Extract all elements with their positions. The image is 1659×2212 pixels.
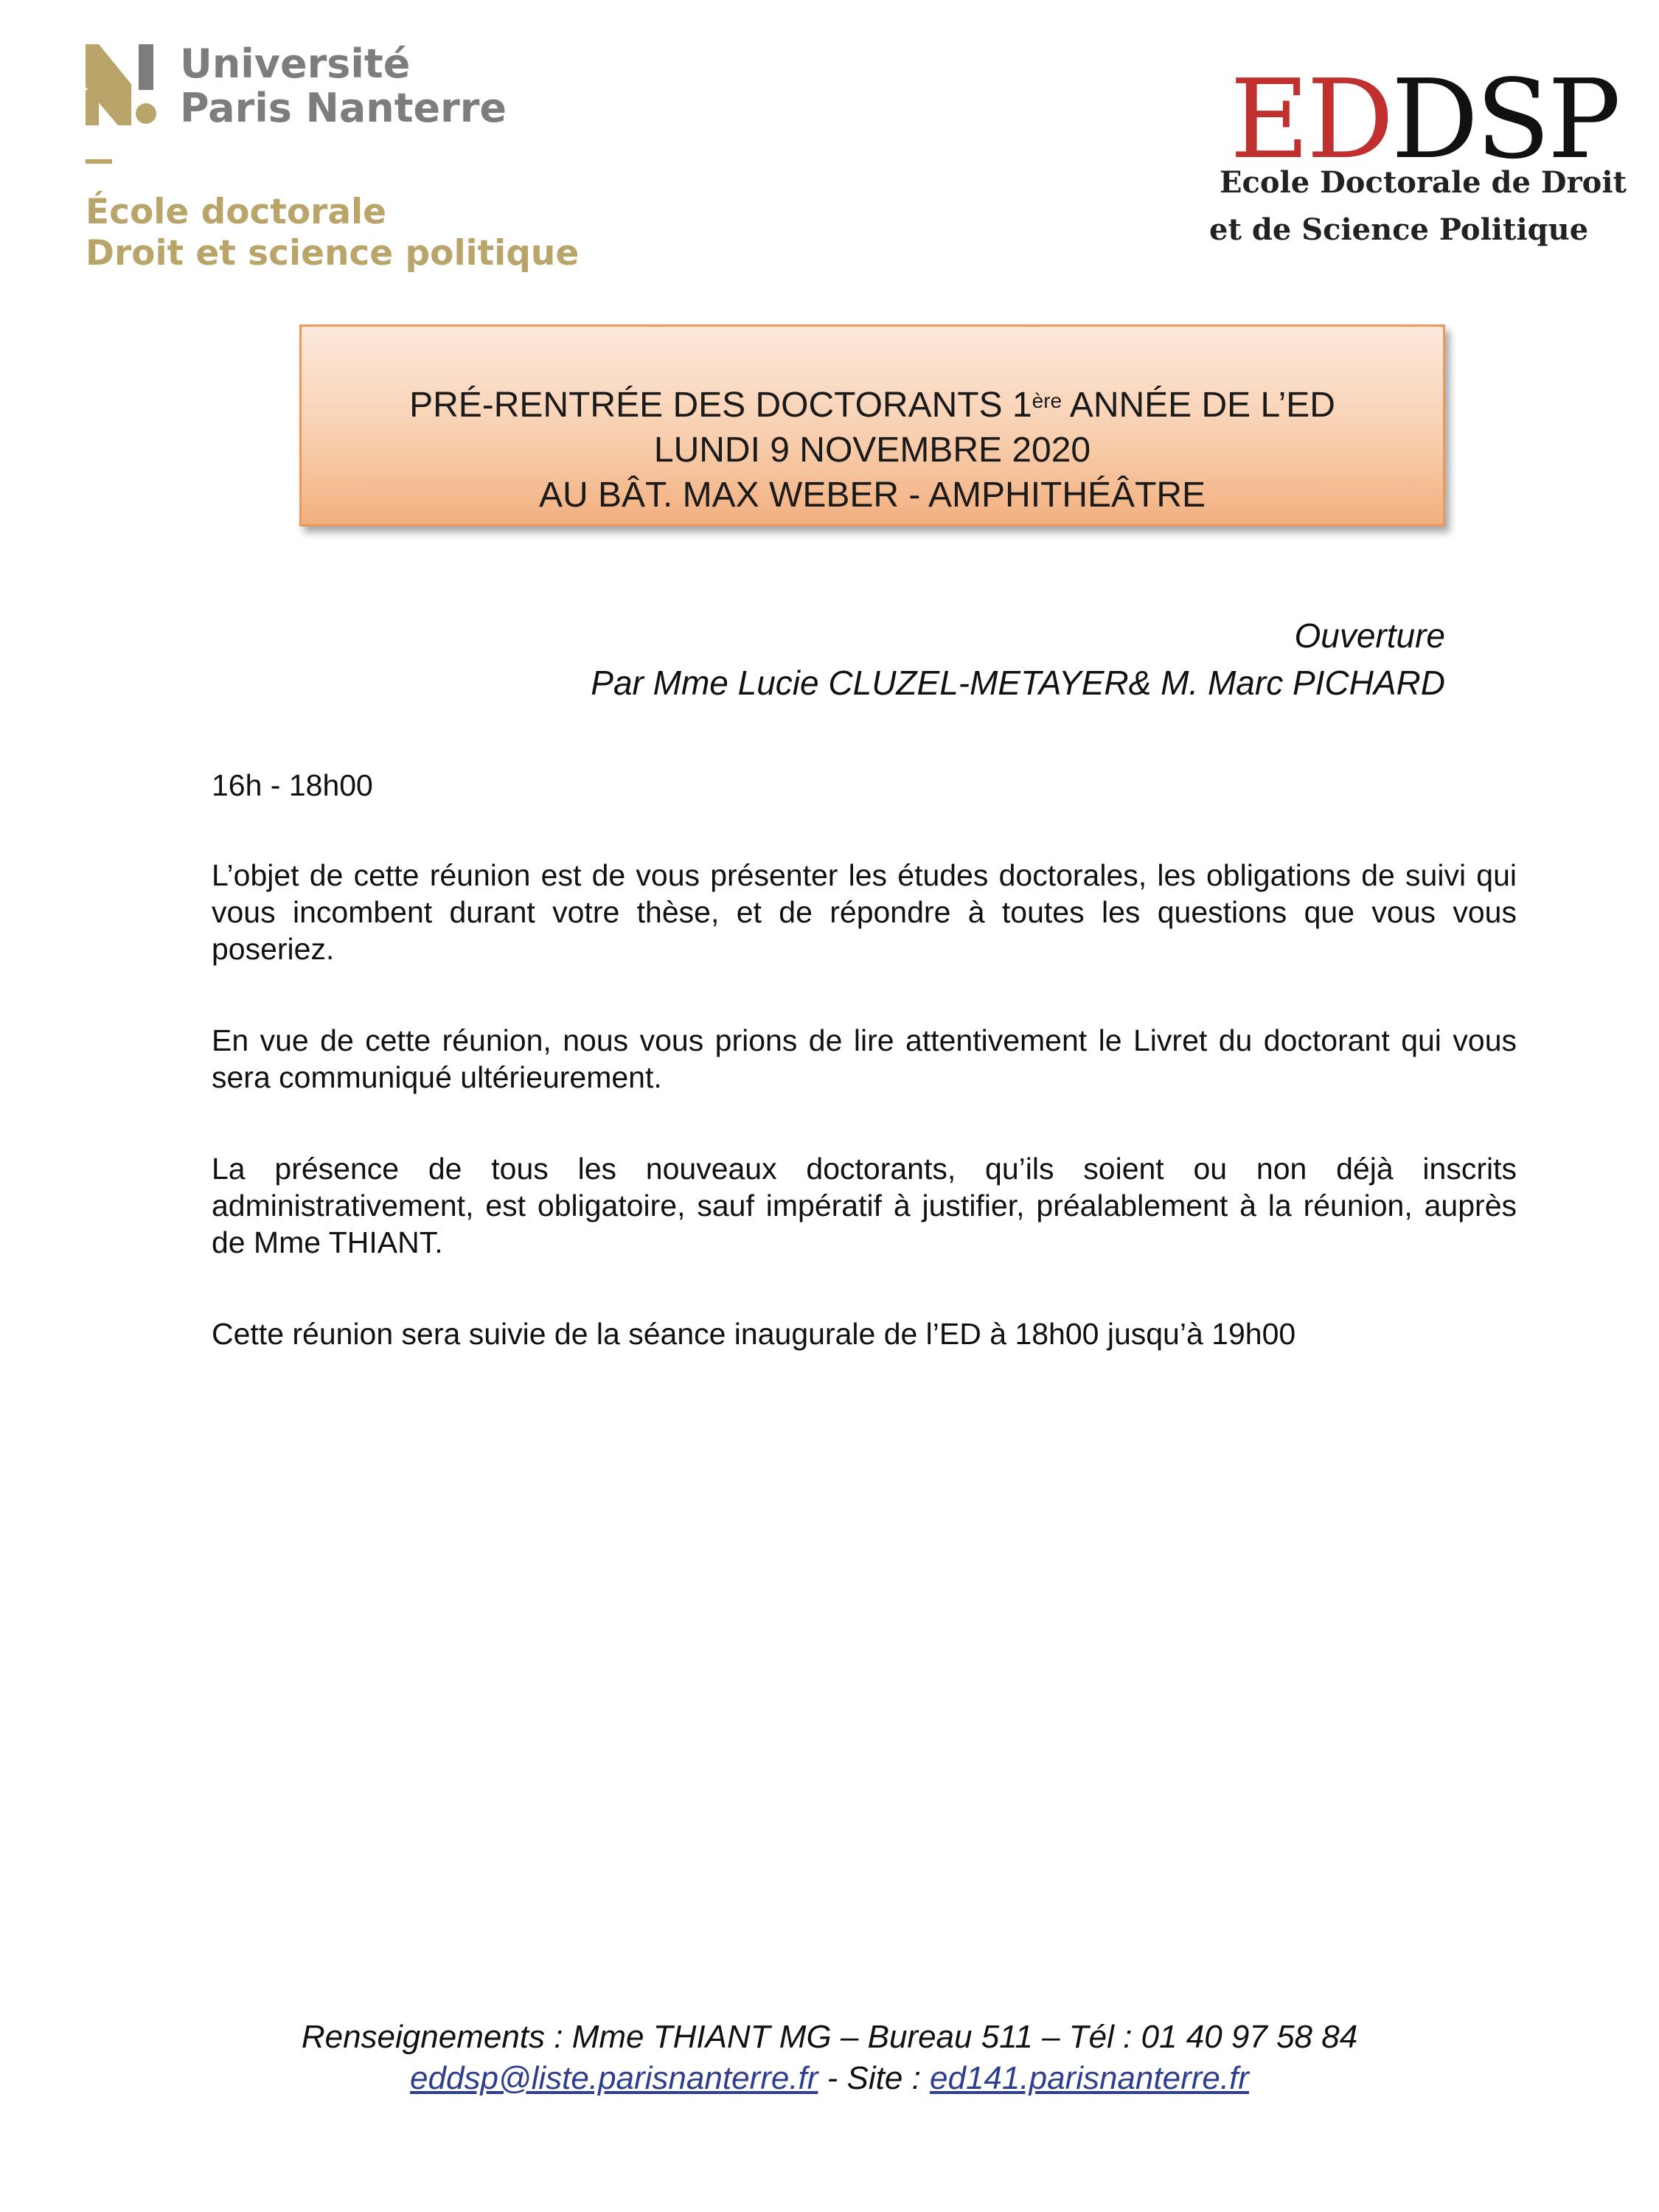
- title-box: [299, 324, 1445, 526]
- document-body: [212, 767, 1517, 1407]
- opening-block: [442, 612, 1445, 706]
- upn-ed-line1: École doctorale: [86, 192, 387, 232]
- eddsp-wordmark: [1230, 56, 1618, 183]
- paragraph: L’objet de cette réunion est de vous présenter les études doctorales, les obligations de suivi qui vous incombent durant votre thèse, et de répondre à toutes les questions que vous vous poseriez.: [212, 858, 1517, 966]
- eddsp-letter: D: [1307, 56, 1391, 183]
- footer: [0, 2017, 1659, 2099]
- eddsp-letter: E: [1230, 56, 1307, 183]
- title-line-3: AU BÂT. MAX WEBER - AMPHITHÉÂTRE: [538, 476, 1206, 515]
- opening-heading: Ouverture: [1294, 616, 1445, 655]
- paragraph: La présence de tous les nouveaux doctorants, qu’ils soient ou non déjà inscrits administrativement, est obligatoire, sauf impératif à justifier, préalablement à la réunion, auprès de Mme THIANT.: [212, 1152, 1517, 1259]
- paragraph: En vue de cette réunion, nous vous prions de lire attentivement le Livret du doctorant qui vous sera communiqué ultérieurement.: [212, 1023, 1517, 1094]
- upn-logo: [83, 37, 580, 280]
- eddsp-sub-line2: et de Science Politique: [1209, 212, 1589, 247]
- opening-speakers: Par Mme Lucie CLUZEL-METAYER& M. Marc PICHARD: [591, 664, 1445, 702]
- upn-name-line1: Université: [180, 41, 411, 87]
- footer-separator: - Site :: [818, 2060, 931, 2096]
- footer-links: [0, 2058, 1659, 2099]
- email-link[interactable]: eddsp@liste.parisnanterre.fr: [410, 2060, 818, 2096]
- nanterre-mark-icon: [86, 44, 159, 125]
- site-link[interactable]: ed141.parisnanterre.fr: [930, 2060, 1249, 2096]
- title-line-1-text: PRÉ-RENTRÉE DES DOCTORANTS 1: [409, 386, 1032, 425]
- eddsp-letter: D: [1391, 56, 1476, 183]
- upn-divider: [86, 159, 112, 164]
- title-line-1-sup: ère: [1032, 389, 1062, 412]
- footer-contact: Renseignements : Mme THIANT MG – Bureau 511 – Tél : 01 40 97 58 84: [301, 2019, 1358, 2055]
- paragraph: Cette réunion sera suivie de la séance inaugurale de l’ED à 18h00 jusqu’à 19h00: [212, 1317, 1296, 1351]
- title-line-1-text-end: ANNÉE DE L’ED: [1062, 386, 1335, 425]
- upn-name-line2: Paris Nanterre: [180, 85, 507, 131]
- title-line-2: LUNDI 9 NOVEMBRE 2020: [653, 431, 1091, 470]
- eddsp-sub-line1: Ecole Doctorale de Droit: [1220, 165, 1627, 200]
- eddsp-logo: [1209, 56, 1627, 257]
- time-range: 16h - 18h00: [212, 768, 373, 802]
- title-line-1: [302, 383, 1443, 428]
- eddsp-letter: P: [1547, 56, 1618, 183]
- upn-ed-line2: Droit et science politique: [86, 233, 580, 274]
- eddsp-letter: S: [1475, 56, 1548, 183]
